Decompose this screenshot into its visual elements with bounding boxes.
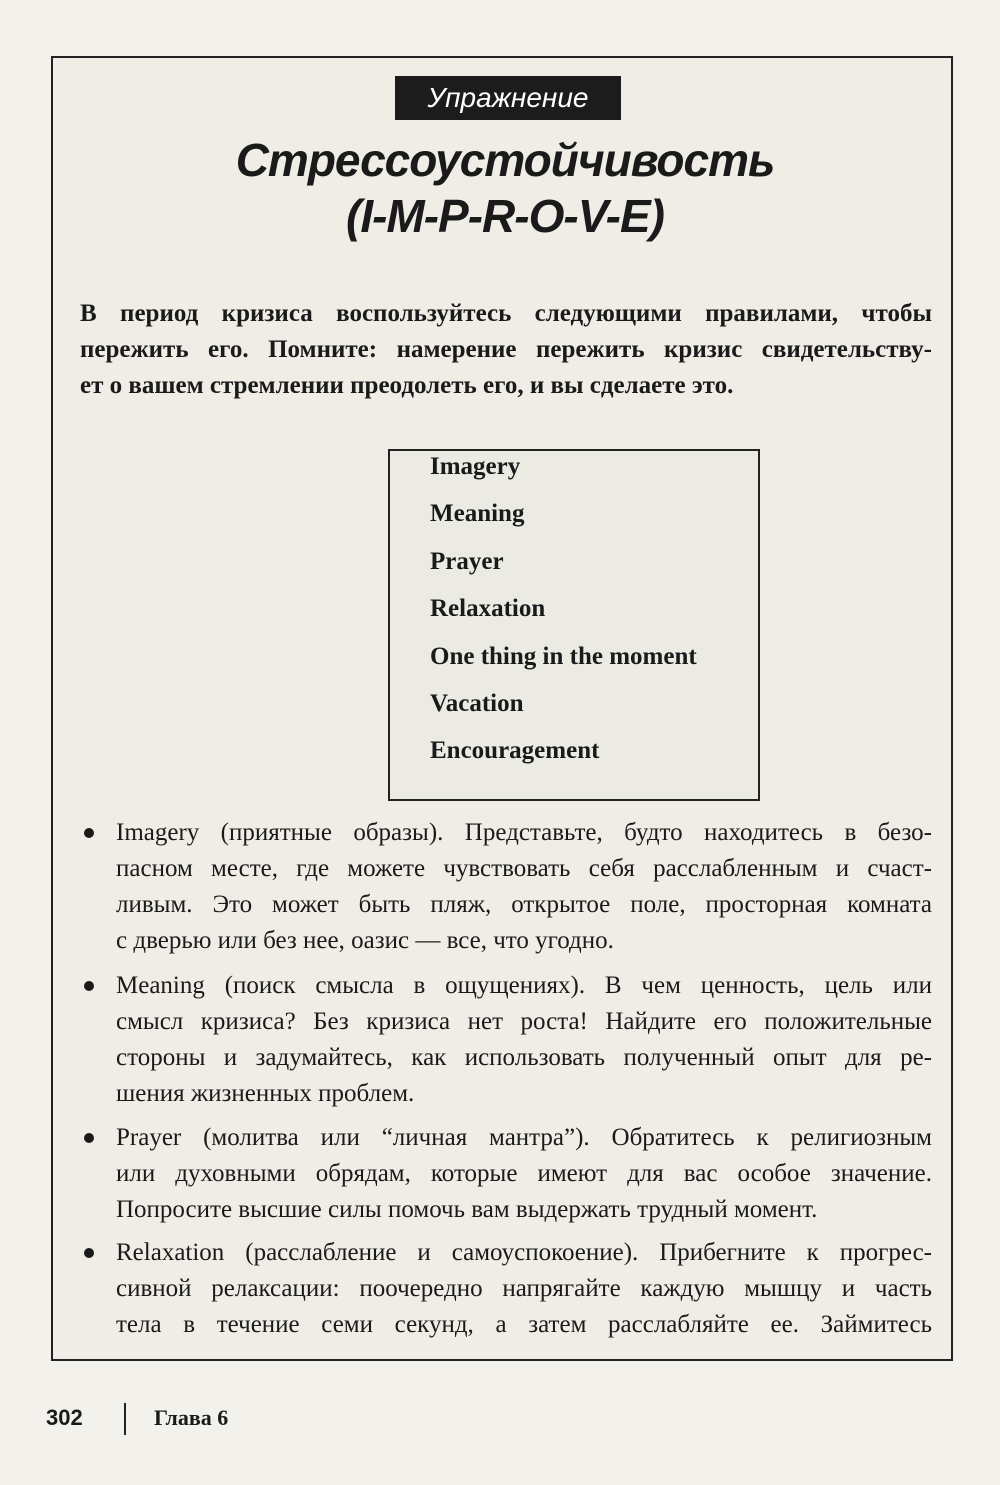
bullet-dot-icon xyxy=(84,981,94,991)
bullet-line: ливым. Это может быть пляж, открытое поле, просторная комната xyxy=(116,891,932,918)
bullet-dot-icon xyxy=(84,1133,94,1143)
bullet-line: тела в течение семи секунд, а затем расслабляйте ее. Займитесь xyxy=(116,1311,932,1338)
bullet-line: или духовными обрядам, которые имеют для вас особое значение. xyxy=(116,1160,932,1187)
bullet-line: смысл кризиса? Без кризиса нет роста! Найдите его положительные xyxy=(116,1008,932,1035)
bullet-line: Попросите высшие силы помочь вам выдержать трудный момент. xyxy=(116,1196,818,1223)
page-number: 302 xyxy=(46,1405,83,1430)
exercise-label: Упражнение xyxy=(395,76,621,120)
intro-line: ет о вашем стремлении преодолеть его, и вы сделаете это. xyxy=(80,372,734,399)
bullet-line: пасном месте, где можете чувствовать себя расслабленным и счаст- xyxy=(116,855,932,882)
acronym-item: Prayer xyxy=(430,548,504,575)
exercise-title-line2: (I-M-P-R-O-V-E) xyxy=(346,190,664,242)
bullet-dot-icon xyxy=(84,828,94,838)
intro-line: пережить его. Помните: намерение пережить кризис свидетельству- xyxy=(80,336,932,363)
bullet-line: стороны и задумайтесь, как использовать полученный опыт для ре- xyxy=(116,1044,932,1071)
bullet-line: шения жизненных проблем. xyxy=(116,1080,415,1107)
intro-paragraph xyxy=(80,296,932,404)
bullet-line: с дверью или без нее, оазис — все, что угодно. xyxy=(116,927,614,954)
acronym-item: Vacation xyxy=(430,690,524,717)
bullet-line: Prayer (молитва или “личная мантра”). Обратитесь к религиозным xyxy=(116,1124,932,1151)
footer-divider xyxy=(124,1403,126,1435)
acronym-item: Encouragement xyxy=(430,737,600,764)
acronym-item: Relaxation xyxy=(430,595,546,622)
bullet-line: Imagery (приятные образы). Представьте, будто находитесь в безо- xyxy=(116,819,932,846)
bullet-line: сивной релаксации: поочередно напрягайте каждую мышцу и часть xyxy=(116,1275,932,1302)
acronym-item: One thing in the moment xyxy=(430,643,697,670)
chapter-label: Глава 6 xyxy=(154,1405,229,1430)
acronym-item: Imagery xyxy=(430,453,521,480)
exercise-title-line1: Стрессоустойчивость xyxy=(235,134,775,186)
bullet-line: Relaxation (расслабление и самоуспокоение). Прибегните к прогрес- xyxy=(116,1239,932,1266)
bullet-dot-icon xyxy=(84,1248,94,1258)
acronym-item: Meaning xyxy=(430,500,525,527)
bullet-line: Meaning (поиск смысла в ощущениях). В чем ценность, цель или xyxy=(116,972,932,999)
intro-line: В период кризиса воспользуйтесь следующими правилами, чтобы xyxy=(80,300,932,327)
